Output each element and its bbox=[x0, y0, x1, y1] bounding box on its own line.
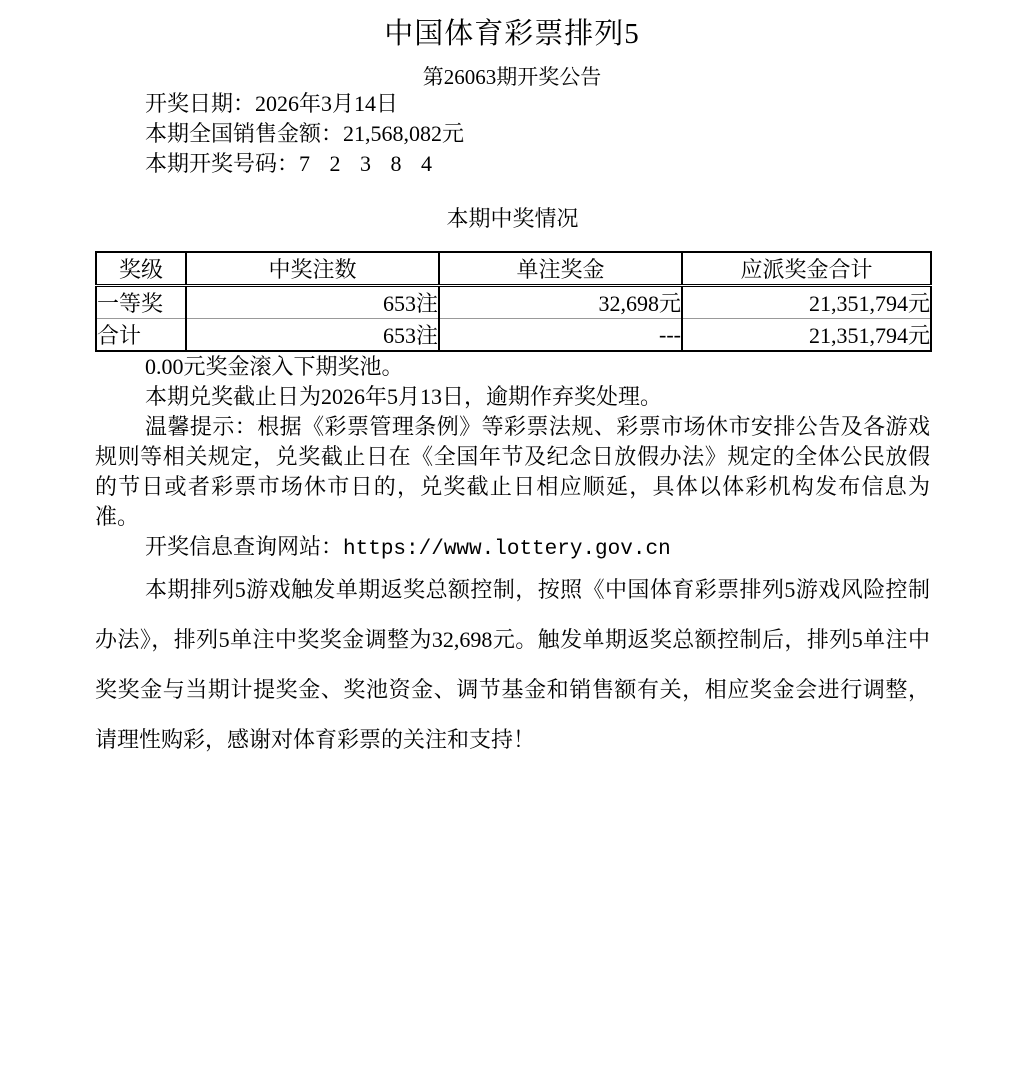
col-header-winning-bets: 中奖注数 bbox=[186, 252, 439, 286]
cell-winning-bets: 653注 bbox=[186, 286, 439, 319]
prize-table-header-row bbox=[96, 252, 931, 286]
col-header-prize-level: 奖级 bbox=[96, 252, 186, 286]
prize-table-heading: 本期中奖情况 bbox=[446, 206, 579, 231]
risk-control-paragraph: 本期排列5游戏触发单期返奖总额控制，按照《中国体育彩票排列5游戏风险控制办法》，排列5单注中奖奖金调整为32,698元。触发单期返奖总额控制后，排列5单注中奖奖金与当期计提奖金、奖池资金、调节基金和销售额有关，相应奖金会进行调整，请理性购彩，感谢对体育彩票的关注和支持！ bbox=[95, 577, 930, 752]
prize-table bbox=[95, 251, 932, 352]
winning-numbers: 7 2 3 8 4 bbox=[299, 151, 440, 176]
tips-paragraph: 温馨提示：根据《彩票管理条例》等彩票法规、彩票市场休市安排公告及各游戏规则等相关规定，兑奖截止日在《全国年节及纪念日放假办法》规定的全体公民放假的节日或者彩票市场休市日的，兑奖截止日相应顺延，具体以体彩机构发布信息为准。 bbox=[95, 414, 930, 529]
website-label: 开奖信息查询网站： bbox=[145, 534, 344, 559]
winning-numbers-label: 本期开奖号码： bbox=[145, 151, 300, 176]
website-line bbox=[95, 532, 930, 565]
cell-winning-bets: 653注 bbox=[186, 319, 439, 352]
col-header-single-prize: 单注奖金 bbox=[439, 252, 682, 286]
cell-prize-level: 合计 bbox=[96, 319, 186, 352]
rollover-note: 0.00元奖金滚入下期奖池。 bbox=[145, 354, 404, 379]
cell-prize-level: 一等奖 bbox=[96, 286, 186, 319]
page-subtitle: 第26063期开奖公告 bbox=[422, 65, 602, 89]
col-header-total-payout: 应派奖金合计 bbox=[682, 252, 931, 286]
table-row-first-prize bbox=[96, 286, 931, 319]
cell-single-prize: 32,698元 bbox=[439, 286, 682, 319]
cell-total-payout: 21,351,794元 bbox=[682, 319, 931, 352]
announcement-body bbox=[0, 89, 1024, 765]
redeem-deadline-note: 本期兑奖截止日为2026年5月13日，逾期作弃奖处理。 bbox=[145, 384, 663, 409]
sales-amount-line: 本期全国销售金额：21,568,082元 bbox=[145, 121, 465, 146]
cell-single-prize: --- bbox=[439, 319, 682, 352]
page-title: 中国体育彩票排列5 bbox=[384, 18, 640, 50]
cell-total-payout: 21,351,794元 bbox=[682, 286, 931, 319]
draw-date-line: 开奖日期：2026年3月14日 bbox=[145, 91, 399, 116]
table-row-total bbox=[96, 319, 931, 352]
website-url[interactable]: https://www.lottery.gov.cn bbox=[343, 538, 671, 561]
winning-numbers-line bbox=[95, 149, 930, 179]
